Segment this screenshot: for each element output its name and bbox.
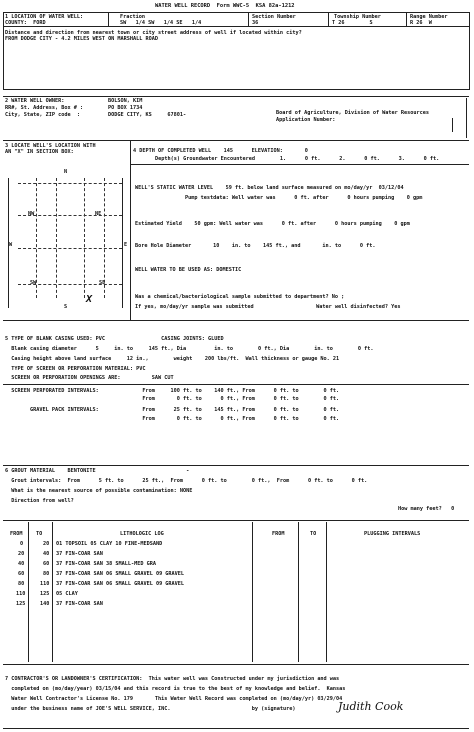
log-row-to: 110	[40, 581, 50, 587]
log-row-to: 20	[43, 541, 50, 547]
depth-line: 4 DEPTH OF COMPLETED WELL 145 ELEVATION: 0	[133, 148, 308, 154]
log-row-to: 40	[43, 551, 50, 557]
log-header-from-2: FROM	[272, 531, 285, 537]
section-number-value: 36	[252, 20, 259, 26]
chem-sample: Was a chemical/bacteriological sample submitted to department? No ;	[135, 294, 345, 300]
cert-line-1: 7 CONTRACTOR'S OR LANDOWNER'S CERTIFICATION: This water well was Constructed under my jurisdiction and was	[5, 676, 340, 682]
owner-address-label: RR#, St. Address, Box # :	[5, 105, 84, 111]
grid-n: N	[64, 169, 68, 175]
casing-height: Casing height above land surface 12 in., weight 200 lbs/ft. Wall thickness or gauge No. 21	[5, 356, 340, 362]
static-level: WELL'S STATIC WATER LEVEL 59 ft. below land surface measured on mo/day/yr 03/12/04	[135, 185, 404, 191]
signature: Judith Cook	[338, 700, 404, 713]
log-row-to: 140	[40, 601, 50, 607]
log-row-desc: 37 FIN-COAR SAN 38 SMALL-MED GRA	[56, 561, 156, 567]
log-row-desc: 37 FIN-COAR SAN	[56, 551, 103, 557]
owner-label: 2 WATER WELL OWNER:	[5, 98, 65, 104]
log-header-to-2: TO	[310, 531, 317, 537]
chem-sample-date: If yes, mo/day/yr sample was submitted Water well disinfected? Yes	[135, 304, 401, 310]
groundwater-line: Depth(s) Groundwater Encountered 1. 0 ft. 2. 0 ft. 3. 0 ft.	[155, 156, 440, 162]
cert-line-3: Water Well Contractor's License No. 179 This Water Well Record was completed on (mo/day/yr) 03/29/04	[5, 696, 343, 702]
log-row-desc: 05 CLAY	[56, 591, 78, 597]
log-row-from: 40	[18, 561, 25, 567]
township-label: Township Number	[334, 14, 381, 20]
casing-diameter: Blank casing diameter 5 in. to 145 ft., Dia in. to 0 ft., Dia in. to 0 ft.	[5, 346, 374, 352]
location-label: 1 LOCATION OF WATER WELL:	[5, 14, 84, 20]
log-row-desc: 37 FIN-COAR SAN 06 SMALL GRAVEL 09 GRAVEL	[56, 581, 185, 587]
screen-intervals: SCREEN PERFORATED INTERVALS: From 100 ft. to 140 ft., From 0 ft. to 0 ft.	[5, 388, 340, 394]
log-row-from: 80	[18, 581, 25, 587]
owner-city-label: City, State, ZIP code :	[5, 112, 80, 118]
casing-type: 5 TYPE OF BLANK CASING USED: PVC CASING JOINTS: GLUED	[5, 336, 224, 342]
board-text: Board of Agriculture, Division of Water Resources	[276, 110, 430, 116]
cert-line-2: completed on (mo/day/year) 03/15/04 and this record is true to the best of my knowledge and belief. Kansas	[5, 686, 346, 692]
log-header-from: FROM	[10, 531, 23, 537]
screen-intervals-2: From 0 ft. to 0 ft., From 0 ft. to 0 ft.	[5, 396, 340, 402]
owner-city: DODGE CITY, KS 67801-	[108, 112, 187, 118]
grid-e: E	[124, 242, 128, 248]
water-use: WELL WATER TO BE USED AS: DOMESTIC	[135, 267, 242, 273]
gravel-pack-2: From 0 ft. to 0 ft., From 0 ft. to 0 ft.	[5, 416, 340, 422]
log-row-from: 20	[18, 551, 25, 557]
screen-material: TYPE OF SCREEN OR PERFORATION MATERIAL: PVC	[5, 366, 146, 372]
owner-address: PO BOX 1734	[108, 105, 143, 111]
bore-hole: Bore Hole Diameter 10 in. to 145 ft., and in. to 0 ft.	[135, 243, 376, 249]
pump-test: Pump testdata: Well water was 0 ft. after 0 hours pumping 0 gpm	[185, 195, 423, 201]
section-number-label: Section Number	[252, 14, 296, 20]
log-row-desc: 37 FIN-COAR SAN 06 SMALL GRAVEL 09 GRAVEL	[56, 571, 185, 577]
grout-material: 6 GROUT MATERIAL BENTONITE -	[5, 468, 190, 474]
well-x-mark: X	[86, 294, 93, 305]
locate-label-2: AN "X" IN SECTION BOX:	[5, 149, 74, 155]
owner-name: BOLSON, KIM	[108, 98, 143, 104]
how-many-feet: How many feet? 0	[398, 506, 455, 512]
distance-value: FROM DODGE CITY - 4.2 MILES WEST ON MARSHALL ROAD	[5, 36, 159, 42]
grid-nw: NW	[28, 211, 35, 217]
county-value: COUNTY: FORD	[5, 20, 46, 26]
log-header-lithologic: LITHOLOGIC LOG	[120, 531, 164, 537]
gravel-pack: GRAVEL PACK INTERVALS: From 25 ft. to 145 ft., From 0 ft. to 0 ft.	[5, 407, 340, 413]
township-value: T 26 S	[332, 20, 373, 26]
grid-w: W	[9, 242, 13, 248]
log-row-to: 60	[43, 561, 50, 567]
grid-ne: NE	[95, 211, 102, 217]
locate-label-1: 3 LOCATE WELL'S LOCATION WITH	[5, 143, 96, 149]
log-row-desc: 01 TOPSOIL 05 CLAY 10 FINE-MEDSAND	[56, 541, 163, 547]
range-label: Range Number	[410, 14, 448, 20]
cert-line-4: under the business name of JOE'S WELL SERVICE, INC. by (signature)	[5, 706, 296, 712]
form-title: WATER WELL RECORD Form WWC-5 KSA 82a-1212	[155, 3, 295, 9]
log-row-desc: 37 FIN-COAR SAN	[56, 601, 103, 607]
estimated-yield: Estimated Yield 50 gpm: Well water was 0 ft. after 0 hours pumping 0 gpm	[135, 221, 410, 227]
direction-from-well: Direction from well?	[5, 498, 74, 504]
log-header-to: TO	[36, 531, 43, 537]
grout-intervals: Grout intervals: From 5 ft. to 25 ft., From 0 ft. to 0 ft., From 0 ft. to 0 ft.	[5, 478, 368, 484]
log-row-from: 110	[16, 591, 26, 597]
range-value: R 26 W	[410, 20, 432, 26]
screen-openings: SCREEN OR PERFORATION OPENINGS ARE: SAW CUT	[5, 375, 174, 381]
location-section	[3, 12, 470, 90]
log-row-to: 80	[43, 571, 50, 577]
log-row-from: 60	[18, 571, 25, 577]
log-row-to: 125	[40, 591, 50, 597]
fraction-label: Fraction	[120, 14, 145, 20]
log-row-from: 0	[20, 541, 24, 547]
contamination-source: What is the nearest source of possible contamination: NONE	[5, 488, 193, 494]
grid-se: SE	[99, 280, 106, 286]
application-number: Application Number:	[276, 117, 336, 123]
grid-sw: SW	[30, 280, 37, 286]
distance-label: Distance and direction from nearest town or city street address of well if located within city?	[5, 30, 302, 36]
log-row-from: 125	[16, 601, 26, 607]
fraction-value: SW 1/4 SW 1/4 SE 1/4	[120, 20, 202, 26]
log-header-plugging: PLUGGING INTERVALS	[364, 531, 421, 537]
grid-s: S	[64, 304, 68, 310]
